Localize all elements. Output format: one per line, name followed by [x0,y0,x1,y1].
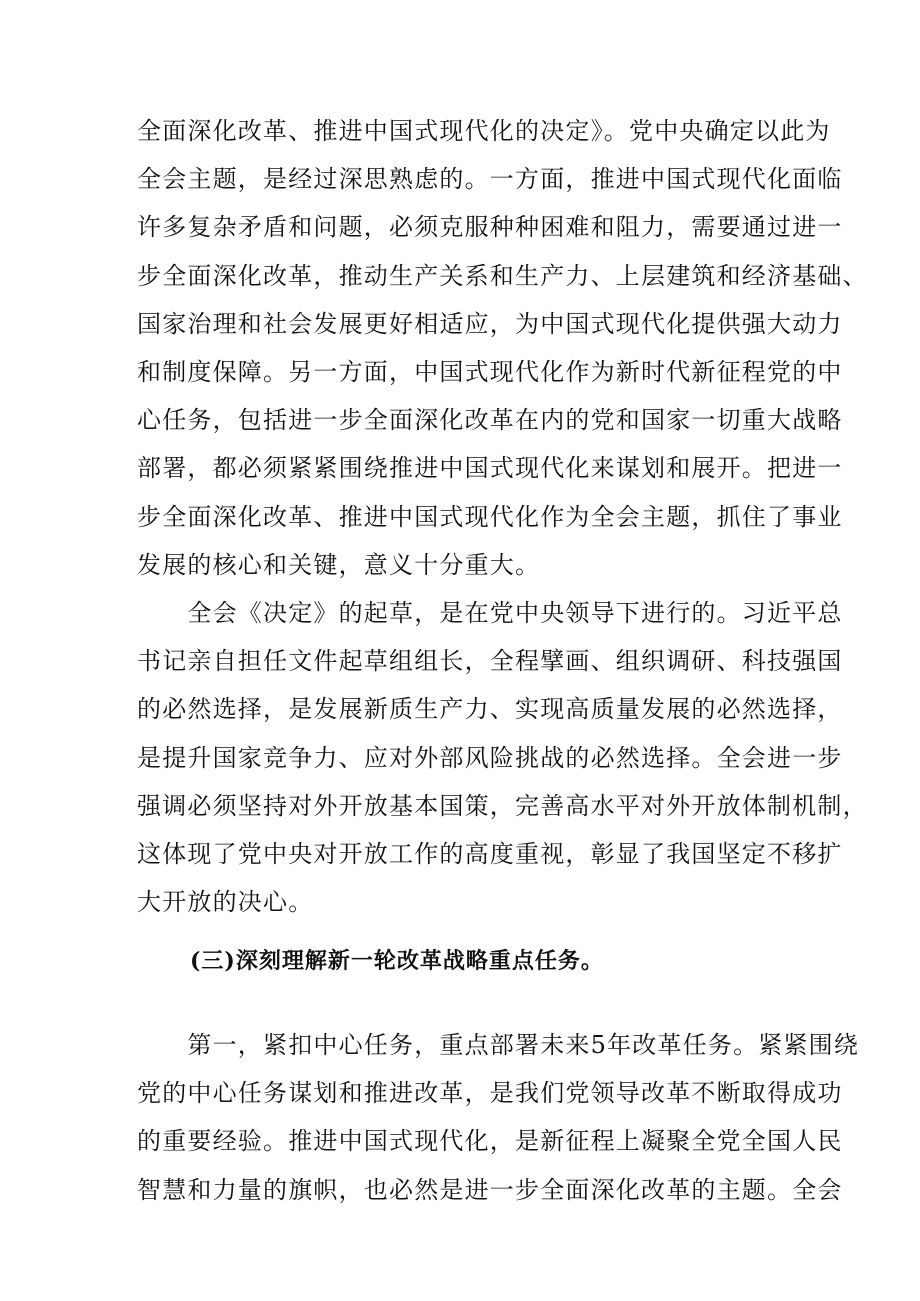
text-line: 书记亲自担任文件起草组组长，全程擘画、组织调研、科技强国 [137,647,843,676]
text-line: 和制度保障。另一方面，中国式现代化作为新时代新征程党的中 [137,357,843,386]
paragraph-main-theme [137,107,868,589]
text-line: 智慧和力量的旗帜，也必然是进一步全面深化改革的主题。全会 [137,1175,843,1204]
text-line: 党的中心任务谋划和推进改革，是我们党领导改革不断取得成功 [137,1079,843,1108]
paragraph-first-task [137,1021,860,1214]
text-line: 发展的核心和关键，意义十分重大。 [137,550,541,579]
text-line: 大开放的决心。 [137,888,314,917]
text-line: 全会主题，是经过深思熟虑的。一方面，推进中国式现代化面临 [137,165,843,194]
text-line: 全会《决定》的起草，是在党中央领导下进行的。习近平总 [137,599,843,627]
text-line: 的必然选择，是发展新质生产力、实现高质量发展的必然选择， [137,695,843,724]
text-line: 部署，都必须紧紧围绕推进中国式现代化来谋划和展开。把进一 [137,454,843,483]
paragraph-drafting [137,589,868,926]
text-line: 心任务，包括进一步全面深化改革在内的党和国家一切重大战略 [137,406,843,435]
text-line: 全面深化改革、推进中国式现代化的决定》。党中央确定以此为 [137,117,831,145]
text-line: 的重要经验。推进中国式现代化，是新征程上凝聚全党全国人民 [137,1127,843,1156]
text-line: 是提升国家竞争力、应对外部风险挑战的必然选择。全会进一步 [137,743,843,772]
text-line: 强调必须坚持对外开放基本国策，完善高水平对外开放体制机制， [137,791,868,820]
text-line: 这体现了党中央对开放工作的高度重视，彰显了我国坚定不移扩 [137,839,843,868]
text-line: 步全面深化改革、推进中国式现代化作为全会主题，抓住了事业 [137,502,843,531]
text-line: 许多复杂矛盾和问题，必须克服种种困难和阻力，需要通过进一 [137,213,843,242]
text-line: 第一，紧扣中心任务，重点部署未来5年改革任务。紧紧围绕 [137,1031,860,1059]
text-line: 国家治理和社会发展更好相适应，为中国式现代化提供强大动力 [137,309,843,338]
section-heading: (三)深刻理解新一轮改革战略重点任务。 [190,948,604,974]
text-line: 步全面深化改革，推动生产关系和生产力、上层建筑和经济基础、 [137,261,868,290]
